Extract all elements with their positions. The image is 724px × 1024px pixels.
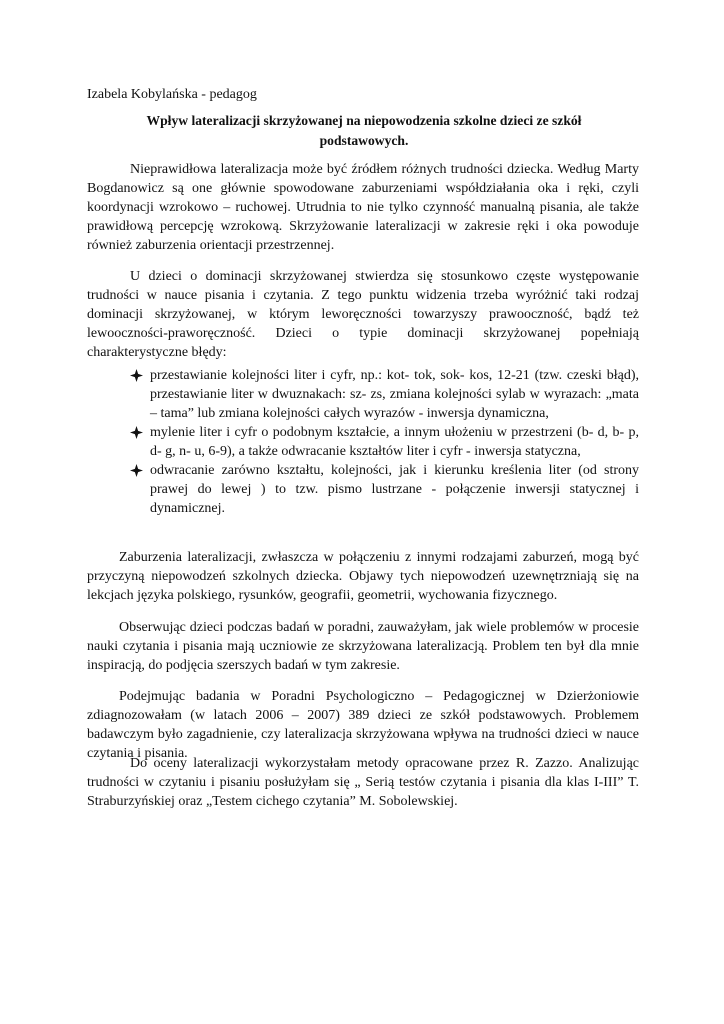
diamond-bullet-icon: [130, 426, 143, 439]
author-line: Izabela Kobylańska - pedagog: [87, 87, 257, 102]
diamond-bullet-icon: [130, 369, 143, 382]
list-item: [130, 366, 639, 423]
list-item: [130, 461, 639, 518]
paragraph: Nieprawidłowa lateralizacja może być źródłem różnych trudności dziecka. Według Marty Bogdanowicz są one głównie spowodowane zaburzeniami współdziałania oka i ręki, czyli koordynacji wzrokowo – ruchowej. Utrudnia to nie tylko czynność manualną pisania, ale także prawidłową percepcję wzrokową. Skrzyżowanie lateralizacji w zakresie ręki i oka powoduje również zaburzenia orientacji przestrzennej.: [87, 162, 639, 253]
list-item: [130, 423, 639, 461]
paragraph: U dzieci o dominacji skrzyżowanej stwierdza się stosunkowo częste występowanie trudności w nauce pisania i czytania. Z tego punktu widzenia trzeba wyróżnić taki rodzaj dominacji skrzyżowanej, w którym leworęczności towarzyszy prawooczność, bądź też lewooczności-praworęczność. Dzieci o typie dominacji skrzyżowanej popełniają charakterystyczne błędy:: [87, 269, 639, 360]
list-item-text: mylenie liter i cyfr o podobnym kształcie, a innym ułożeniu w przestrzeni (b- d, b- p, d- g, n- u, 6-9), a także odwracanie kształtów liter i cyfr - inwersja statyczna,: [150, 425, 639, 459]
list-item-text: odwracanie zarówno kształtu, kolejności, jak i kierunku kreślenia liter (od strony prawej do lewej ) to tzw. pismo lustrzane - połączenie inwersji statycznej i dynamicznej.: [150, 463, 639, 516]
paragraph: Do oceny lateralizacji wykorzystałam metody opracowane przez R. Zazzo. Analizując trudności w czytaniu i pisaniu posłużyłam się „ Serią testów czytania i pisania dla klas I-III” T. Straburzyńskiej oraz „Testem cichego czytania” M. Sobolewskiej.: [87, 756, 639, 809]
paragraph: Podejmując badania w Poradni Psychologiczno – Pedagogicznej w Dzierżoniowie zdiagnozowałam (w latach 2006 – 2007) 389 dzieci ze szkół podstawowych. Problemem badawczym było zagadnienie, czy lateralizacja skrzyżowana wpływa na trudności dzieci w nauce czytania i pisania.: [87, 689, 639, 761]
paragraph: Obserwując dzieci podczas badań w poradni, zauważyłam, jak wiele problemów w procesie nauki czytania i pisania mają uczniowie ze skrzyżowana lateralizacją. Problem ten był dla mnie inspiracją, do podjęcia szerszych badań w tym zakresie.: [87, 620, 639, 673]
document-title: Wpływ lateralizacji skrzyżowanej na niepowodzenia szkolne dzieci ze szkół podstawowych.: [146, 113, 582, 148]
error-types-list: [130, 366, 639, 518]
diamond-bullet-icon: [130, 464, 143, 477]
paragraph: Zaburzenia lateralizacji, zwłaszcza w połączeniu z innymi rodzajami zaburzeń, mogą być przyczyną niepowodzeń szkolnych dziecka. Objawy tych niepowodzeń uzewnętrzniają się na lekcjach języka polskiego, rysunków, geografii, geometrii, wychowania fizycznego.: [87, 550, 639, 603]
list-item-text: przestawianie kolejności liter i cyfr, np.: kot- tok, sok- kos, 12-21 (tzw. czeski błąd), przestawianie liter w dwuznakach: sz- zs, zmiana kolejności sylab w wyrazach: „mata – tama” lub zmiana kolejności całych wyrazów - inwersja dynamiczna,: [150, 368, 639, 421]
